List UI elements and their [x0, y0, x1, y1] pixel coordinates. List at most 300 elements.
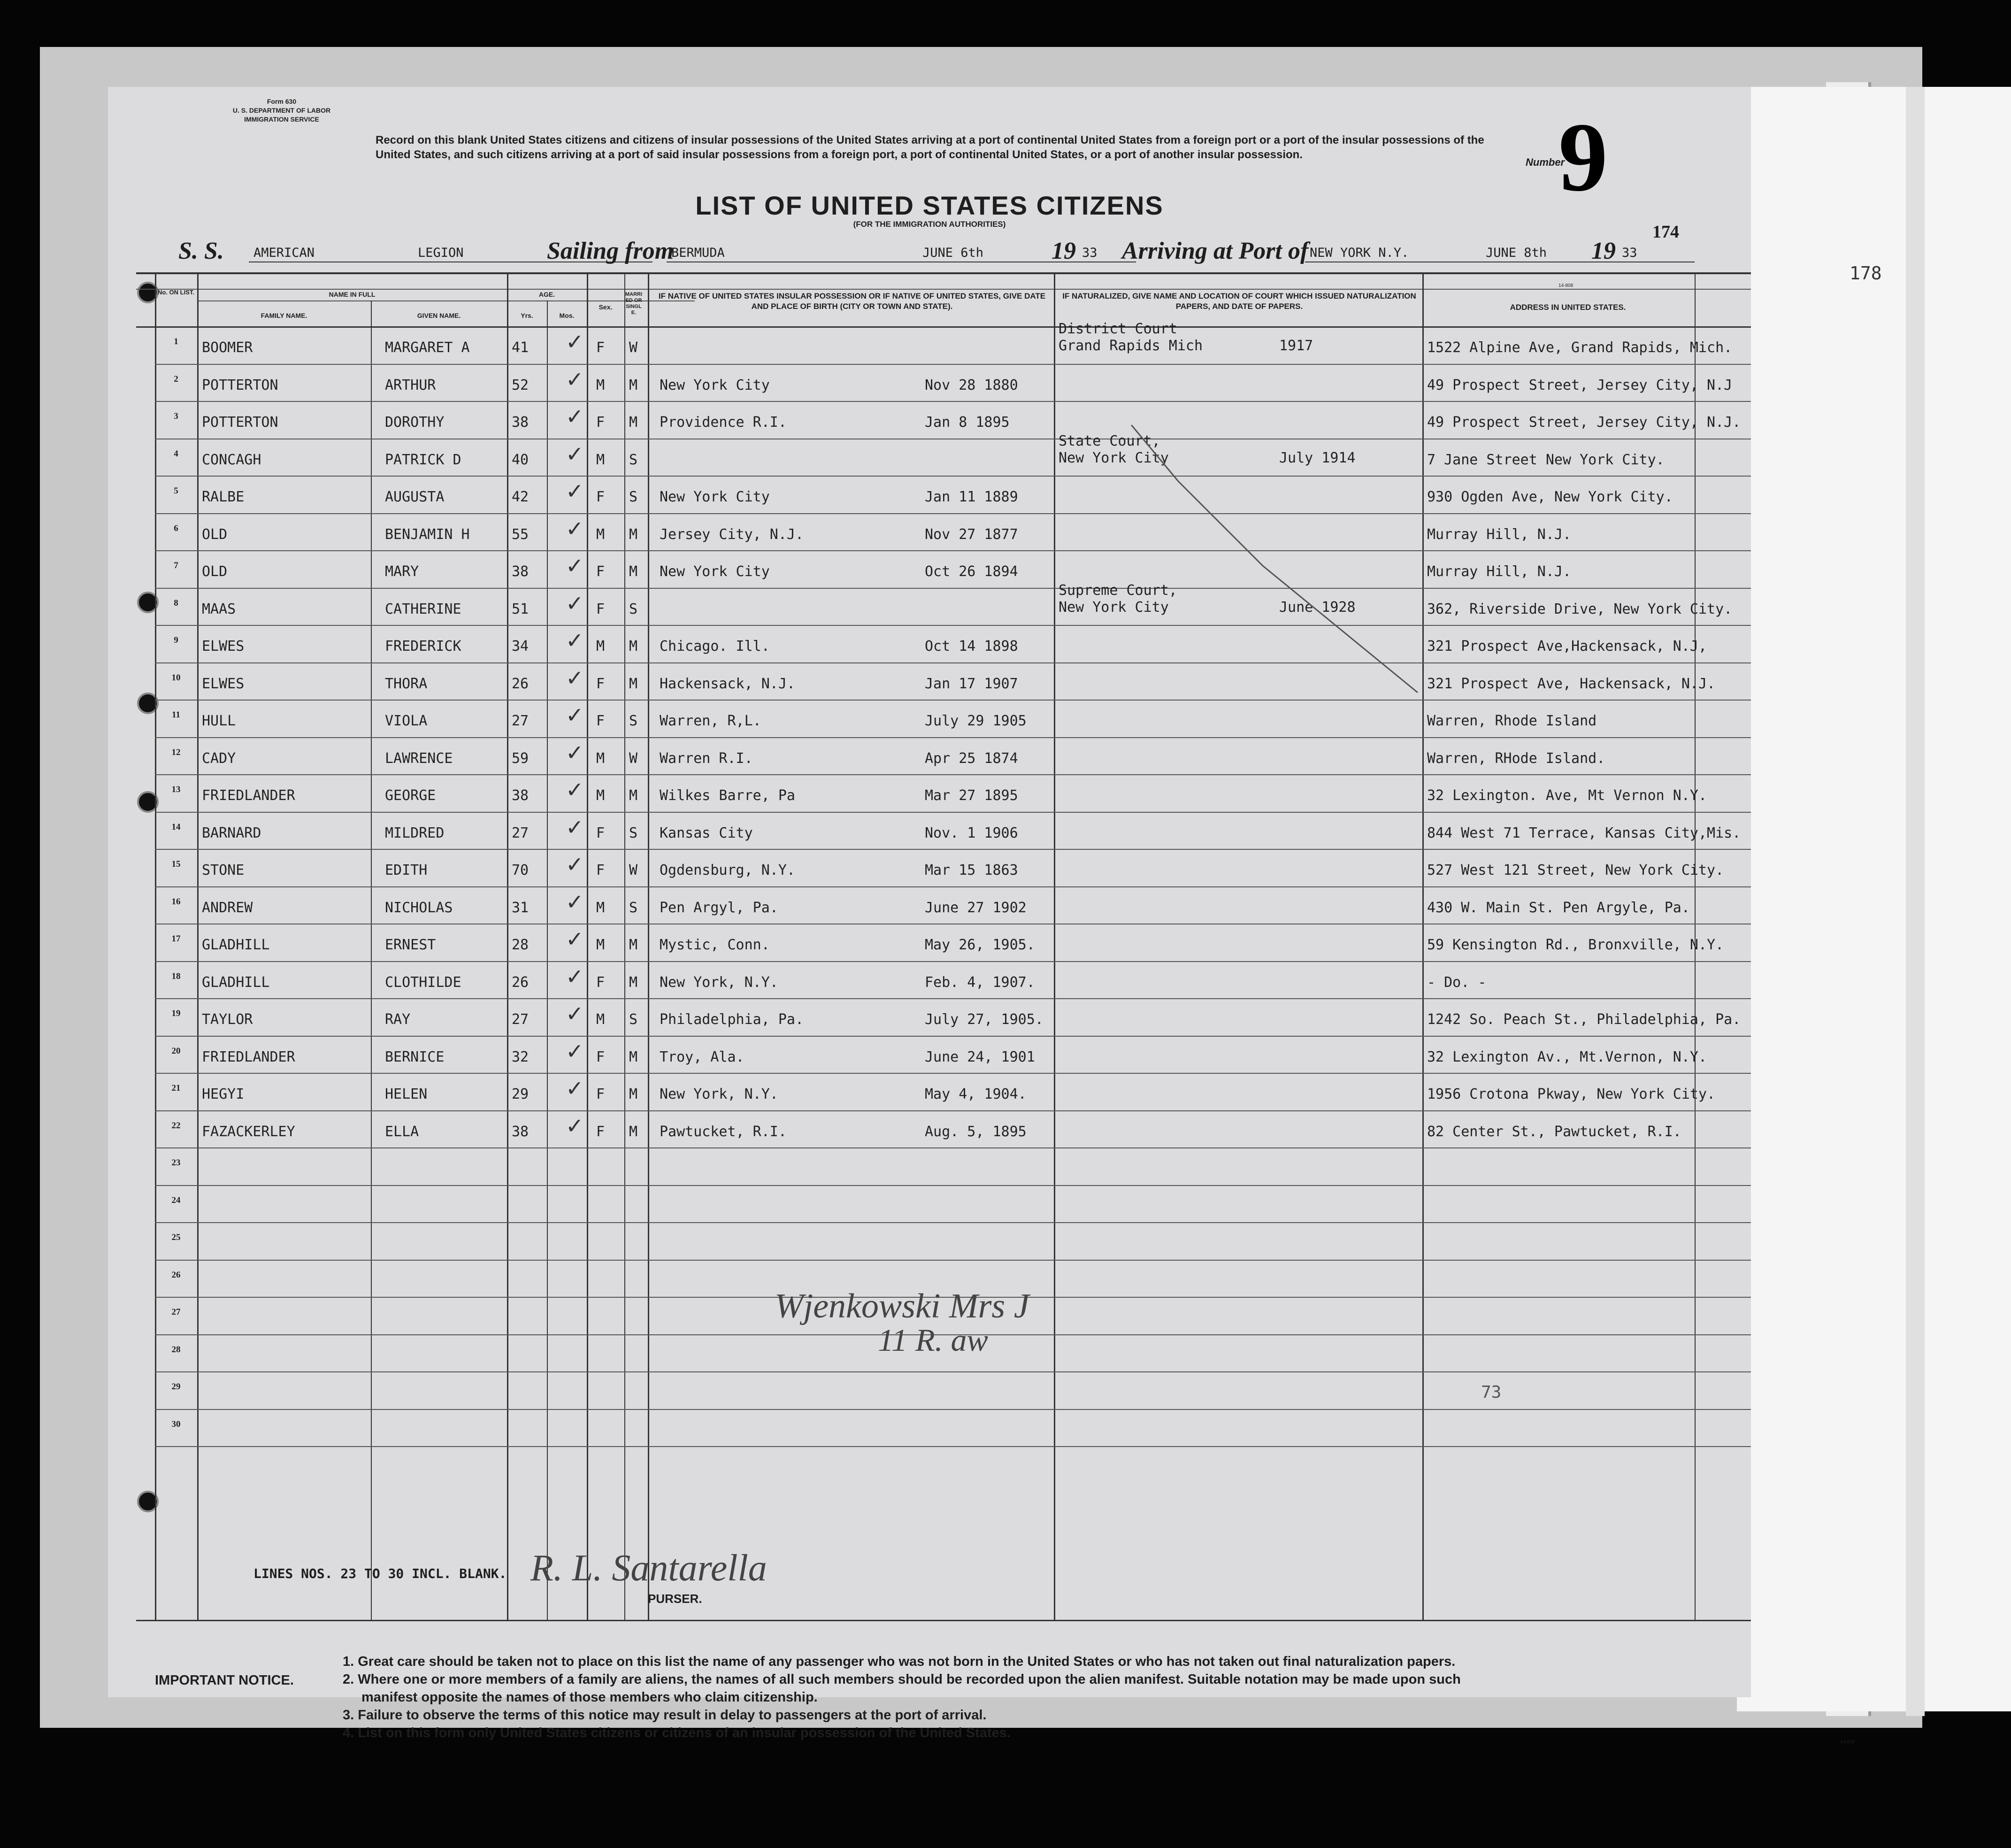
- family-name: ELWES: [202, 675, 245, 692]
- col-given-name: GIVEN NAME.: [417, 312, 461, 319]
- family-name: CONCAGH: [202, 451, 261, 468]
- ship-name-1: AMERICAN: [253, 246, 315, 260]
- court-location: New York City: [1059, 599, 1169, 616]
- row-separator: [155, 550, 1751, 551]
- row-separator: [155, 1185, 1751, 1186]
- col-line: [1054, 272, 1055, 1620]
- birth-place: Hackensack, N.J.: [660, 675, 795, 692]
- address: 32 Lexington Av., Mt.Vernon, N.Y.: [1427, 1048, 1707, 1065]
- row-separator: [155, 1147, 1751, 1148]
- col-line: [155, 272, 156, 1620]
- document-subtitle: (FOR THE IMMIGRATION AUTHORITIES): [853, 220, 1006, 229]
- marital-status: M: [629, 675, 638, 692]
- check-mark-icon: ✓: [566, 516, 584, 541]
- age-years: 26: [512, 974, 529, 991]
- address: 1956 Crotona Pkway, New York City.: [1427, 1086, 1716, 1102]
- address: 430 W. Main St. Pen Argyle, Pa.: [1427, 899, 1690, 916]
- given-name: VIOLA: [385, 713, 428, 729]
- corner-code: 14-808: [1558, 283, 1573, 288]
- check-mark-icon: ✓: [566, 926, 584, 952]
- age-years: 27: [512, 824, 529, 841]
- sail-year-prefix: 19: [1052, 238, 1076, 264]
- family-name: HEGYI: [202, 1086, 245, 1102]
- age-years: 29: [512, 1086, 529, 1102]
- sex: F: [596, 1048, 605, 1065]
- row-separator: [155, 886, 1751, 887]
- marital-status: S: [629, 451, 638, 468]
- check-mark-icon: ✓: [566, 777, 584, 802]
- row-separator: [155, 513, 1751, 514]
- address: 321 Prospect Ave,Hackensack, N.J,: [1427, 638, 1707, 654]
- row-number: 1: [174, 337, 178, 346]
- given-name: EDITH: [385, 862, 428, 878]
- row-separator: [155, 849, 1751, 850]
- notice-1: 1. Great care should be taken not to place on this list the name of any passenger who was not born in the United States or who has not taken out final naturalization papers.: [343, 1654, 1456, 1669]
- birth-date: Apr 25 1874: [925, 750, 1018, 767]
- arrival-date: JUNE 8th: [1486, 246, 1547, 260]
- marital-status: M: [629, 787, 638, 804]
- row-number: 15: [171, 859, 181, 869]
- row-number: 8: [174, 598, 178, 608]
- family-name: HULL: [202, 713, 236, 729]
- check-mark-icon: ✓: [566, 628, 584, 653]
- row-separator: [155, 364, 1751, 365]
- row-number: 19: [171, 1009, 181, 1018]
- check-mark-icon: ✓: [566, 553, 584, 578]
- court-location: Grand Rapids Mich: [1059, 338, 1203, 354]
- birth-date: Oct 14 1898: [925, 638, 1018, 654]
- naturalization-date: June 1928: [1279, 599, 1356, 616]
- row-separator: [155, 1446, 1751, 1447]
- family-name: CADY: [202, 750, 236, 767]
- birth-date: June 27 1902: [925, 899, 1027, 916]
- row-number: 14: [171, 822, 181, 832]
- row-separator: [155, 1222, 1751, 1223]
- birth-date: July 27, 1905.: [925, 1011, 1044, 1028]
- birth-place: Mystic, Conn.: [660, 937, 770, 953]
- row-separator: [155, 401, 1751, 402]
- given-name: GEORGE: [385, 787, 436, 804]
- given-name: MARY: [385, 563, 419, 580]
- given-name: AUGUSTA: [385, 489, 445, 505]
- marital-status: W: [629, 750, 638, 767]
- check-mark-icon: ✓: [566, 478, 584, 504]
- family-name: FAZACKERLEY: [202, 1123, 295, 1140]
- row-number: 2: [174, 374, 178, 384]
- page-stack-edge-2: [1906, 87, 1925, 1716]
- age-years: 40: [512, 451, 529, 468]
- marital-status: S: [629, 601, 638, 617]
- col-line: [1422, 272, 1424, 1620]
- row-separator: [155, 1371, 1751, 1372]
- row-separator: [155, 774, 1751, 775]
- handwritten-note-2: 11 R. aw: [878, 1322, 988, 1358]
- check-mark-icon: ✓: [566, 590, 584, 616]
- family-name: BARNARD: [202, 824, 261, 841]
- notice-label: IMPORTANT NOTICE.: [155, 1673, 294, 1688]
- col-naturalized: IF NATURALIZED, GIVE NAME AND LOCATION OF COURT WHICH ISSUED NATURALIZATION PAPERS, AND DATE OF PAPERS.: [1062, 292, 1416, 311]
- row-number: 13: [171, 785, 181, 794]
- check-mark-icon: ✓: [566, 404, 584, 429]
- department: U. S. DEPARTMENT OF LABOR: [232, 107, 331, 114]
- address: Murray Hill, N.J.: [1427, 526, 1572, 543]
- row-number: 22: [171, 1120, 181, 1131]
- notice-2: 2. Where one or more members of a family are aliens, the names of all such members should be recorded upon the alien manifest. Suitable notation may be made upon such: [343, 1672, 1461, 1687]
- marital-status: S: [629, 713, 638, 729]
- sex: F: [596, 974, 605, 991]
- check-mark-icon: ✓: [566, 814, 584, 840]
- birth-date: Jan 11 1889: [925, 489, 1018, 505]
- marital-status: M: [629, 1123, 638, 1140]
- marital-status: M: [629, 1048, 638, 1065]
- row-separator: [155, 476, 1751, 477]
- family-name: POTTERTON: [202, 414, 278, 431]
- sex: F: [596, 414, 605, 431]
- blank-lines-note: LINES NOS. 23 TO 30 INCL. BLANK.: [253, 1566, 507, 1581]
- birth-place: Troy, Ala.: [660, 1048, 745, 1065]
- service: IMMIGRATION SERVICE: [244, 116, 319, 123]
- birth-date: June 24, 1901: [925, 1048, 1035, 1065]
- family-name: MAAS: [202, 601, 236, 617]
- family-name: TAYLOR: [202, 1011, 253, 1028]
- check-mark-icon: ✓: [566, 366, 584, 392]
- family-name: ELWES: [202, 638, 245, 654]
- marital-status: M: [629, 526, 638, 543]
- marital-status: M: [629, 638, 638, 654]
- birth-date: Nov 27 1877: [925, 526, 1018, 543]
- col-mos: Mos.: [559, 312, 575, 319]
- sex: F: [596, 489, 605, 505]
- ship-name-2: LEGION: [418, 246, 464, 260]
- check-mark-icon: ✓: [566, 702, 584, 728]
- age-years: 55: [512, 526, 529, 543]
- row-separator: [155, 588, 1751, 589]
- row-number: 20: [171, 1046, 181, 1056]
- table-top-border: [136, 272, 1751, 274]
- page-number: 174: [1652, 222, 1679, 242]
- given-name: ARTHUR: [385, 377, 436, 393]
- age-years: 32: [512, 1048, 529, 1065]
- given-name: DOROTHY: [385, 414, 445, 431]
- marital-status: S: [629, 824, 638, 841]
- sex: M: [596, 787, 605, 804]
- age-years: 31: [512, 899, 529, 916]
- family-name: FRIEDLANDER: [202, 787, 295, 804]
- age-years: 51: [512, 601, 529, 617]
- marital-status: W: [629, 862, 638, 878]
- col-line: [648, 272, 649, 1620]
- row-number: 4: [174, 448, 178, 459]
- row-number: 25: [171, 1232, 181, 1242]
- family-name: POTTERTON: [202, 377, 278, 393]
- sex: F: [596, 1123, 605, 1140]
- address: 49 Prospect Street, Jersey City, N.J.: [1427, 414, 1741, 431]
- court-name: District Court: [1059, 321, 1177, 337]
- birth-date: July 29 1905: [925, 713, 1027, 729]
- ss-label: S. S.: [178, 238, 224, 264]
- col-line: [197, 272, 199, 1620]
- given-name: NICHOLAS: [385, 899, 453, 916]
- given-name: BENJAMIN H: [385, 526, 470, 543]
- birth-place: New York City: [660, 563, 770, 580]
- row-number: 11: [172, 710, 180, 720]
- row-number: 21: [171, 1083, 181, 1093]
- address: 59 Kensington Rd., Bronxville, N.Y.: [1427, 937, 1724, 953]
- birth-place: New York City: [660, 377, 770, 393]
- birth-place: Providence R.I.: [660, 414, 787, 431]
- check-mark-icon: ✓: [566, 441, 584, 467]
- birth-date: Nov. 1 1906: [925, 824, 1018, 841]
- row-separator: [155, 998, 1751, 999]
- list-number: 9: [1558, 103, 1608, 212]
- address: 527 West 121 Street, New York City.: [1427, 862, 1724, 878]
- check-mark-icon: ✓: [566, 1001, 584, 1026]
- row-separator: [155, 1036, 1751, 1037]
- arrival-year-prefix: 19: [1591, 238, 1616, 264]
- family-name: GLADHILL: [202, 937, 270, 953]
- sailing-from: BERMUDA: [671, 246, 725, 260]
- given-name: HELEN: [385, 1086, 428, 1102]
- birth-place: Philadelphia, Pa.: [660, 1011, 804, 1028]
- col-married-single: MARRIED OR SINGLE.: [625, 292, 643, 316]
- col-birth: IF NATIVE OF UNITED STATES INSULAR POSSESSION OR IF NATIVE OF UNITED STATES, GIVE DATE AND PLACE OF BIRTH (CITY OR TOWN AND STATE).: [658, 292, 1046, 311]
- birth-place: New York, N.Y.: [660, 1086, 778, 1102]
- check-mark-icon: ✓: [566, 739, 584, 765]
- purser-label: PURSER.: [648, 1592, 702, 1606]
- birth-place: Kansas City: [660, 824, 753, 841]
- address: 32 Lexington. Ave, Mt Vernon N.Y.: [1427, 787, 1707, 804]
- age-years: 38: [512, 414, 529, 431]
- address: 930 Ogden Ave, New York City.: [1427, 489, 1673, 505]
- family-name: OLD: [202, 526, 228, 543]
- birth-date: May 26, 1905.: [925, 937, 1035, 953]
- given-name: MILDRED: [385, 824, 445, 841]
- document-title: LIST OF UNITED STATES CITIZENS: [695, 191, 1164, 220]
- age-years: 34: [512, 638, 529, 654]
- address: Murray Hill, N.J.: [1427, 563, 1572, 580]
- sex: M: [596, 750, 605, 767]
- birth-place: Pen Argyl, Pa.: [660, 899, 778, 916]
- age-years: 42: [512, 489, 529, 505]
- marital-status: M: [629, 414, 638, 431]
- col-line: [547, 300, 548, 1620]
- row-separator: [155, 700, 1751, 701]
- stamp-number: 73: [1481, 1383, 1502, 1402]
- row-number: 26: [171, 1270, 181, 1280]
- birth-place: New York City: [660, 489, 770, 505]
- col-yrs: Yrs.: [521, 312, 533, 319]
- birth-place: Jersey City, N.J.: [660, 526, 804, 543]
- family-name: BOOMER: [202, 339, 253, 356]
- col-address: ADDRESS IN UNITED STATES.: [1510, 303, 1626, 312]
- age-years: 59: [512, 750, 529, 767]
- check-mark-icon: ✓: [566, 852, 584, 877]
- given-name: RAY: [385, 1011, 411, 1028]
- row-number: 6: [174, 523, 178, 533]
- row-number: 10: [171, 672, 181, 683]
- notice-3: 3. Failure to observe the terms of this notice may result in delay to passengers at the port of arrival.: [343, 1708, 987, 1723]
- birth-date: Aug. 5, 1895: [925, 1123, 1027, 1140]
- address: 82 Center St., Pawtucket, R.I.: [1427, 1123, 1681, 1140]
- sex: M: [596, 638, 605, 654]
- col-line: [507, 272, 508, 1620]
- birth-place: Ogdensburg, N.Y.: [660, 862, 795, 878]
- sex: M: [596, 526, 605, 543]
- marital-status: M: [629, 974, 638, 991]
- address: 1522 Alpine Ave, Grand Rapids, Mich.: [1427, 339, 1733, 356]
- sex: F: [596, 601, 605, 617]
- sex: F: [596, 563, 605, 580]
- given-name: PATRICK D: [385, 451, 461, 468]
- birth-place: Warren R.I.: [660, 750, 753, 767]
- row-separator: [155, 812, 1751, 813]
- adjacent-page-number: 178: [1850, 263, 1882, 284]
- court-name: Supreme Court,: [1059, 582, 1177, 599]
- marital-status: M: [629, 563, 638, 580]
- handwritten-note: Wjenkowski Mrs J: [775, 1287, 1029, 1325]
- family-name: FRIEDLANDER: [202, 1048, 295, 1065]
- col-no: No. ON LIST.: [158, 289, 194, 296]
- address: 362, Riverside Drive, New York City.: [1427, 601, 1733, 617]
- purser-signature: R. L. Santarella: [530, 1548, 767, 1589]
- row-number: 17: [171, 934, 181, 944]
- marital-status: M: [629, 1086, 638, 1102]
- manifest-sheet: [108, 87, 1855, 1745]
- pen-stroke: [1094, 425, 1422, 697]
- sex: F: [596, 1086, 605, 1102]
- given-name: MARGARET A: [385, 339, 470, 356]
- row-separator: [155, 625, 1751, 626]
- check-mark-icon: ✓: [566, 1076, 584, 1101]
- marital-status: M: [629, 937, 638, 953]
- age-years: 28: [512, 937, 529, 953]
- marital-status: S: [629, 489, 638, 505]
- form-identifier: [192, 97, 371, 124]
- sex: M: [596, 1011, 605, 1028]
- row-number: 9: [174, 635, 178, 645]
- check-mark-icon: ✓: [566, 889, 584, 915]
- birth-place: Pawtucket, R.I.: [660, 1123, 787, 1140]
- given-name: ERNEST: [385, 937, 436, 953]
- birth-place: New York, N.Y.: [660, 974, 778, 991]
- notice-4: 4. List on this form only United States citizens or citizens of an insular possession of the United States.: [343, 1725, 1011, 1740]
- arriving-label: Arriving at Port of: [1122, 238, 1309, 264]
- table-header-bottom: [136, 326, 1751, 328]
- birth-date: Nov 28 1880: [925, 377, 1018, 393]
- family-name: STONE: [202, 862, 245, 878]
- row-separator: [155, 1409, 1751, 1410]
- sex: M: [596, 377, 605, 393]
- given-name: LAWRENCE: [385, 750, 453, 767]
- birth-date: May 4, 1904.: [925, 1086, 1027, 1102]
- address: Warren, Rhode Island: [1427, 713, 1597, 729]
- given-name: CLOTHILDE: [385, 974, 461, 991]
- birth-date: Mar 15 1863: [925, 862, 1018, 878]
- check-mark-icon: ✓: [566, 329, 584, 354]
- col-line: [371, 300, 372, 1620]
- address: 7 Jane Street New York City.: [1427, 451, 1665, 468]
- sail-date: JUNE 6th: [922, 246, 984, 260]
- address: 321 Prospect Ave, Hackensack, N.J.: [1427, 675, 1716, 692]
- age-years: 27: [512, 1011, 529, 1028]
- row-separator: [155, 662, 1751, 663]
- check-mark-icon: ✓: [566, 1038, 584, 1064]
- col-line: [624, 272, 625, 1620]
- sail-year: 33: [1082, 246, 1098, 260]
- birth-date: Jan 17 1907: [925, 675, 1018, 692]
- row-separator: [155, 961, 1751, 962]
- age-years: 38: [512, 563, 529, 580]
- row-separator: [155, 1110, 1751, 1111]
- age-years: 38: [512, 1123, 529, 1140]
- address: 1242 So. Peach St., Philadelphia, Pa.: [1427, 1011, 1741, 1028]
- check-mark-icon: ✓: [566, 665, 584, 691]
- age-years: 27: [512, 713, 529, 729]
- intro-text: Record on this blank United States citizens and citizens of insular possessions of the United States arriving at a port of continental United States from a foreign port or a port of the insular possessions of the United States, and such citizens arriving at a port of said insular possessions from a foreign port, a port of continental United States, or a port of another insular possession.: [376, 134, 1484, 161]
- row-number: 7: [174, 561, 178, 570]
- col-age: AGE.: [538, 291, 555, 298]
- sex: F: [596, 339, 605, 356]
- row-number: 18: [171, 971, 181, 981]
- birth-date: Mar 27 1895: [925, 787, 1018, 804]
- age-years: 41: [512, 339, 529, 356]
- address: 49 Prospect Street, Jersey City, N.J: [1427, 377, 1733, 393]
- sex: M: [596, 899, 605, 916]
- given-name: CATHERINE: [385, 601, 461, 617]
- table-bottom-border: [136, 1620, 1751, 1621]
- row-number: 5: [174, 486, 178, 496]
- age-years: 38: [512, 787, 529, 804]
- given-name: THORA: [385, 675, 428, 692]
- check-mark-icon: ✓: [566, 963, 584, 989]
- row-number: 29: [171, 1382, 181, 1392]
- sex: F: [596, 862, 605, 878]
- row-number: 12: [171, 747, 181, 757]
- col-line: [587, 272, 588, 1620]
- sex: F: [596, 675, 605, 692]
- col-name-in-full: NAME IN FULL: [329, 291, 376, 298]
- sailing-label: Sailing from: [547, 238, 674, 264]
- row-number: 30: [171, 1419, 181, 1429]
- name-age-subheader-line: [197, 300, 695, 301]
- marital-status: M: [629, 377, 638, 393]
- family-name: OLD: [202, 563, 228, 580]
- court-location: New York City: [1059, 449, 1169, 466]
- marital-status: S: [629, 1011, 638, 1028]
- row-separator: [155, 1073, 1751, 1074]
- family-name: RALBE: [202, 489, 245, 505]
- naturalization-date: 1917: [1279, 338, 1313, 354]
- row-separator: [155, 1260, 1751, 1261]
- age-years: 26: [512, 675, 529, 692]
- arrival-year: 33: [1622, 246, 1637, 260]
- given-name: BERNICE: [385, 1048, 445, 1065]
- sex: M: [596, 451, 605, 468]
- number-label: Number: [1526, 156, 1565, 168]
- col-family-name: FAMILY NAME.: [261, 312, 307, 319]
- address: - Do. -: [1427, 974, 1487, 991]
- bottom-code: 14-808: [1840, 1740, 1855, 1745]
- court-name: State Court,: [1059, 432, 1160, 449]
- address: 844 West 71 Terrace, Kansas City,Mis.: [1427, 824, 1741, 841]
- notice-2-cont: manifest opposite the names of those members who claim citizenship.: [361, 1690, 818, 1705]
- row-number: 16: [171, 896, 181, 907]
- given-name: FREDERICK: [385, 638, 461, 654]
- family-name: ANDREW: [202, 899, 253, 916]
- row-number: 24: [171, 1195, 181, 1205]
- birth-place: Wilkes Barre, Pa: [660, 787, 795, 804]
- given-name: ELLA: [385, 1123, 419, 1140]
